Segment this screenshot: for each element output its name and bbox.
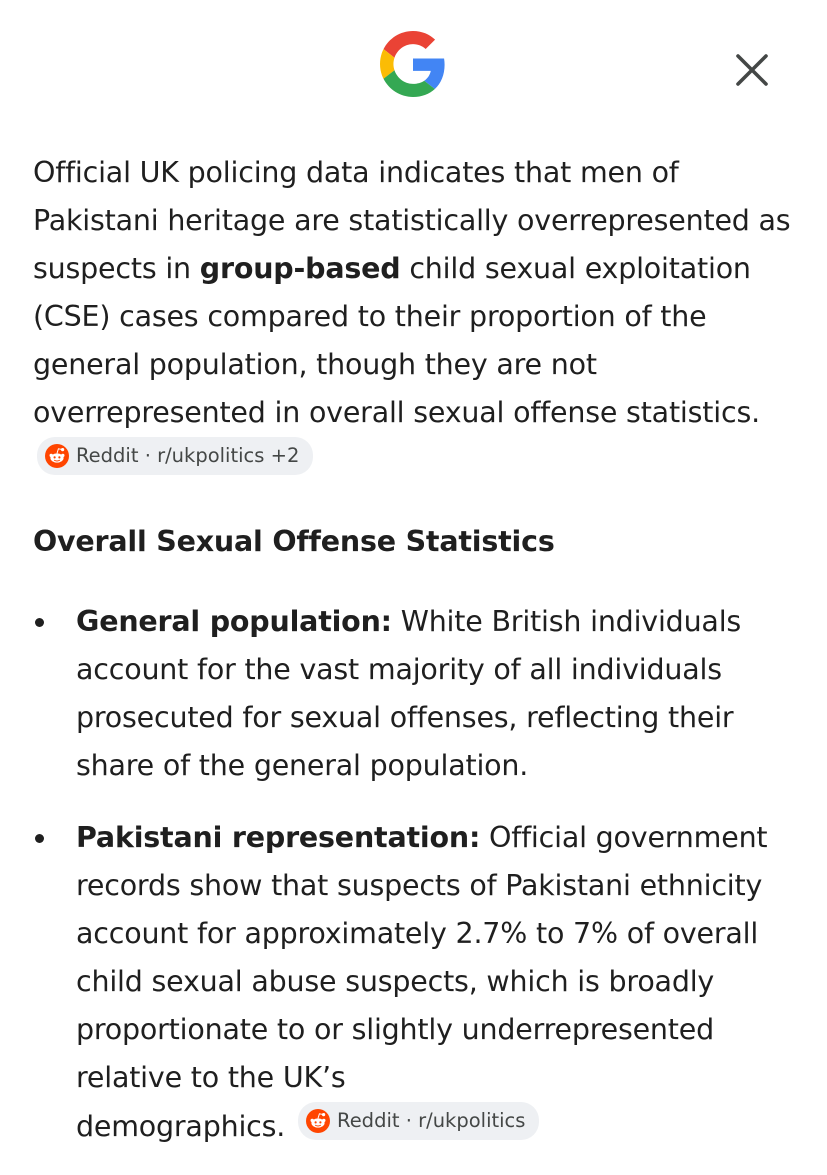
ai-overview-content: [33, 149, 793, 1175]
bullet-list: [33, 598, 793, 1151]
bullet-text: White British individuals account for the vast majority of all individuals prosecuted for sexual offenses, reflecting their share of the general population.: [76, 605, 742, 782]
header: [0, 0, 827, 130]
close-icon: [735, 53, 769, 87]
list-item: [33, 598, 793, 790]
reddit-icon: [306, 1109, 330, 1133]
intro-bold-term: group-based: [199, 252, 401, 285]
citation-label: Reddit · r/ukpolitics +2: [76, 444, 300, 467]
bullet-dot: [35, 834, 44, 843]
close-button[interactable]: [722, 40, 782, 100]
reddit-icon: [45, 444, 69, 468]
list-item: [33, 814, 793, 1151]
citation-chip-bullet[interactable]: [298, 1102, 539, 1140]
section-heading: Overall Sexual Offense Statistics: [33, 525, 555, 558]
bullet-title: General population:: [76, 605, 392, 638]
citation-label: Reddit · r/ukpolitics: [337, 1109, 526, 1132]
bullet-text: Official government records show that suspects of Pakistani ethnicity account for approximately 2.7% to 7% of overall child sexual abuse suspects, which is broadly proportionate to or slightly underrepresented relative to the UK’s: [76, 821, 768, 1094]
citation-chip-intro[interactable]: [37, 437, 313, 475]
intro-paragraph: [33, 149, 793, 486]
bullet-dot: [35, 618, 44, 627]
intro-text-after: child sexual exploitation (CSE) cases compared to their proportion of the general population, though they are not overrepresented in overall sexual offense statistics.: [33, 252, 760, 429]
bullet-text-end: demographics.: [76, 1110, 286, 1143]
intro-text-before: Official UK policing data indicates that men of Pakistani heritage are statistically overrepresented as suspects in: [33, 156, 791, 285]
google-g-icon: [380, 31, 446, 97]
bullet-title: Pakistani representation:: [76, 821, 481, 854]
